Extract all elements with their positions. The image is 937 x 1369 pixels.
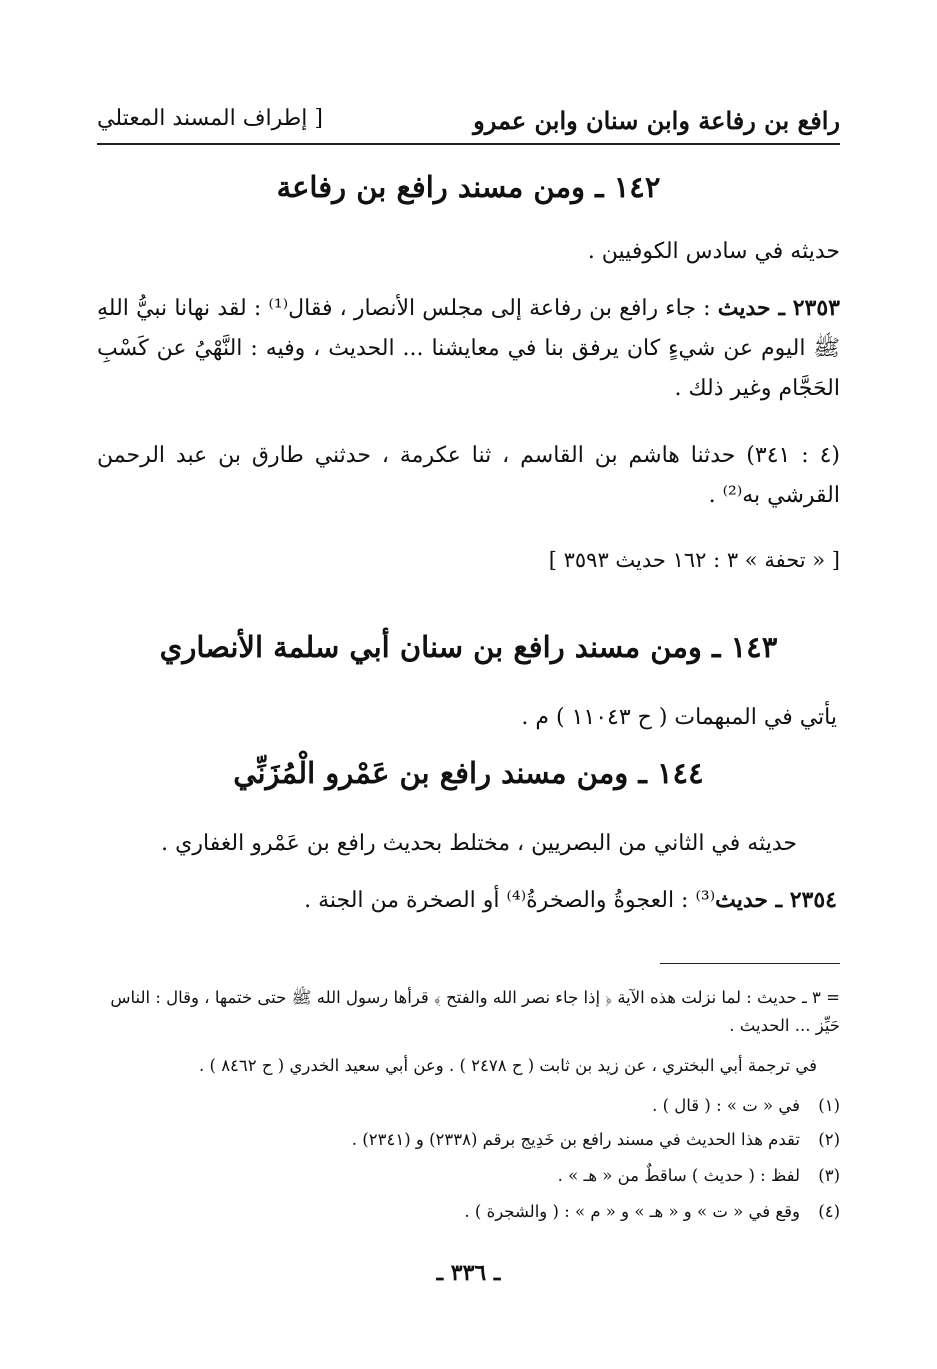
footnote-divider	[660, 963, 840, 964]
hadith-2353-isnad: (٤ : ٣٤١) حدثنا هاشم بن القاسم ، ثنا عكرمة ، حدثني طارق بن عبد الرحمن القرشي به⁽²⁾ .	[97, 443, 840, 508]
footnote-text: وقع في « ت » و « هـ » و « م » : ( والشجرة ) .	[464, 1202, 800, 1221]
footnote-number: (٤)	[818, 1202, 840, 1221]
footnote-number: (٣)	[818, 1166, 840, 1185]
section-143-heading: ١٤٣ ـ ومن مسند رافع بن سنان أبي سلمة الأنصاري	[159, 630, 778, 664]
hadith-2353-text: : جاء رافع بن رفاعة إلى مجلس الأنصار ، فقال⁽¹⁾ : لقد نهانا نبيُّ اللهِ ﷺ اليوم عن شيءٍ كان يرفق بنا في معايشنا ... الحديث ، وفيه : النَّهْيُ عن كَسْبِ الحَجَّام وغير ذلك .	[97, 296, 840, 401]
hadith-2353-number: ٢٣٥٣ ـ حديث	[717, 295, 840, 321]
running-header-book: [ إطراف المسند المعتلي	[97, 106, 323, 131]
hadith-2353	[97, 288, 840, 409]
footnote-text: في « ت » : ( قال ) .	[652, 1096, 800, 1115]
section-142-heading: ١٤٢ ـ ومن مسند رافع بن رفاعة	[276, 170, 661, 204]
footnote-item	[97, 1162, 840, 1190]
footnote-number: (١)	[818, 1096, 840, 1115]
section-142-intro: حديثه في سادس الكوفيين .	[587, 239, 840, 264]
section-143-text: يأتي في المبهمات ( ح ١١٠٤٣ ) م .	[521, 705, 837, 730]
header-divider	[97, 143, 840, 145]
section-144-intro: حديثه في الثاني من البصريين ، مختلط بحديث رافع بن عَمْرو الغفاري .	[161, 831, 797, 856]
section-144-heading: ١٤٤ ـ ومن مسند رافع بن عَمْرو الْمُزَنِّي	[233, 756, 704, 790]
footnote-text: لفظ : ( حديث ) ساقطٌ من « هـ » .	[557, 1166, 800, 1185]
hadith-2354-text: ⁽³⁾ : العجوةُ والصخرةُ⁽⁴⁾ أو الصخرة من الجنة .	[304, 888, 716, 913]
footnote-item	[97, 1092, 840, 1120]
footnote-continuation-1: = ٣ ـ حديث : لما نزلت هذه الآية ﴿ إذا جاء نصر الله والفتح ﴾ قرأها رسول الله ﷺ حتى ختمها ، وقال : الناس حَيِّز ... الحديث .	[110, 988, 840, 1035]
tuhfa-reference: [ « تحفة » ٣ : ١٦٢ حديث ٣٥٩٣ ]	[548, 548, 840, 572]
page-number: ـ ٣٣٦ ـ	[436, 1260, 501, 1286]
footnote-item	[97, 1126, 840, 1154]
footnote-number: (٢)	[818, 1130, 840, 1149]
running-header-title: رافع بن رفاعة وابن سنان وابن عمرو	[473, 106, 840, 135]
hadith-2354-number: ٢٣٥٤ ـ حديث	[715, 887, 837, 913]
footnote-item	[97, 1198, 840, 1226]
hadith-2354	[97, 880, 837, 921]
footnote-text: تقدم هذا الحديث في مسند رافع بن خَدِيج برقم (٢٣٣٨) و (٢٣٤١) .	[351, 1130, 800, 1149]
footnote-continuation-2: في ترجمة أبي البختري ، عن زيد بن ثابت ( ح ٢٤٧٨ ) . وعن أبي سعيد الخدري ( ح ٨٤٦٢ ) .	[199, 1056, 817, 1075]
